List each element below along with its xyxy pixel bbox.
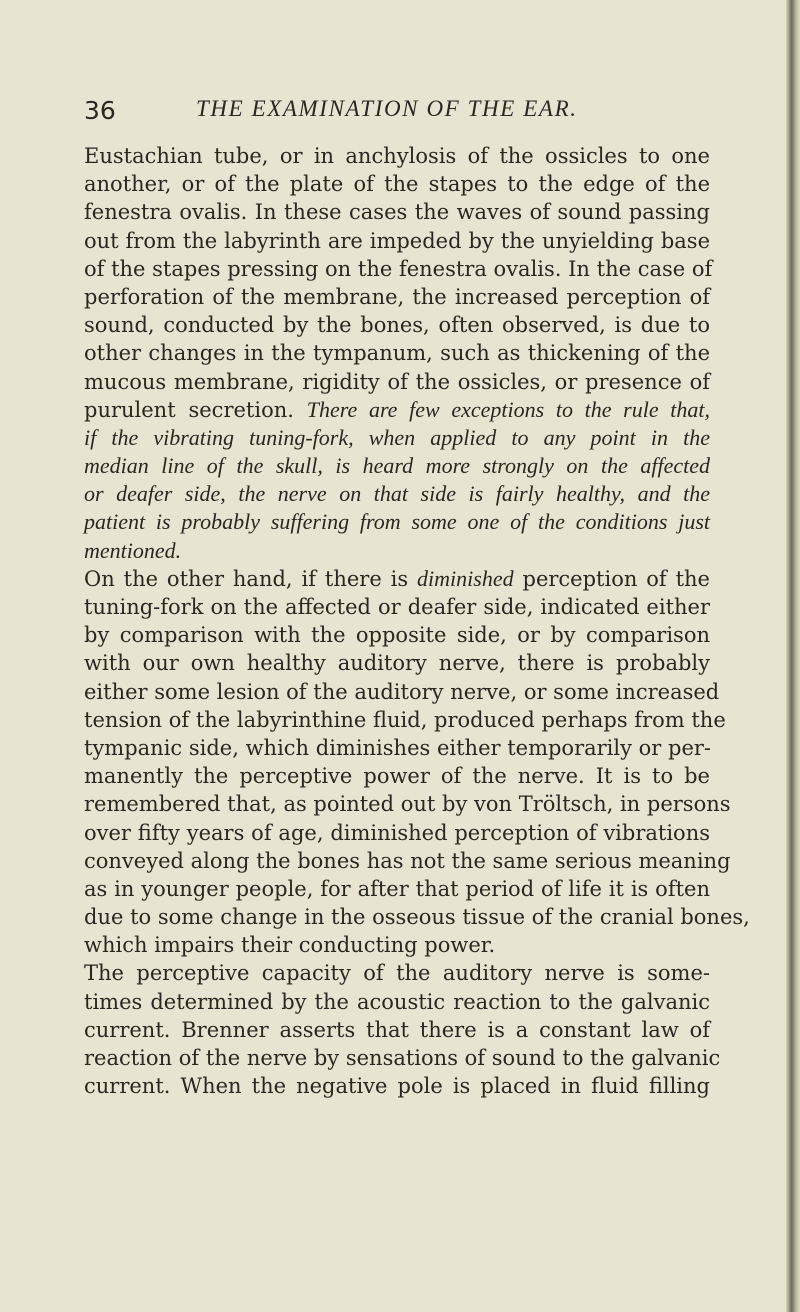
text-line: tuning-fork on the affected or deafer side, indicated either	[84, 595, 710, 619]
text-line: over fifty years of age, diminished perception of vibrations	[84, 820, 710, 845]
text-line: by comparison with the opposite side, or by comparison	[84, 623, 710, 648]
text-line: current. When the negative pole is placed in fluid filling	[84, 1074, 710, 1099]
text-line: as in younger people, for after that period of life it is often	[84, 876, 710, 901]
text-line: reaction of the nerve by sensations of sound to the galvanic	[84, 1046, 721, 1070]
italic-line: patient is probably suffering from some one of the conditions just	[84, 509, 710, 535]
text-line: current. Brenner asserts that there is a constant law of	[84, 1017, 710, 1042]
text-line: tension of the labyrinthine fluid, produced perhaps from the	[84, 707, 726, 732]
italic-line: or deafer side, the nerve on that side is fairly healthy, and the	[84, 481, 710, 507]
text-line: fenestra ovalis. In these cases the waves of sound passing	[84, 200, 710, 225]
running-title: THE EXAMINATION OF THE EAR.	[196, 96, 578, 121]
text-line: of the stapes pressing on the fenestra ovalis. In the case of	[84, 256, 713, 281]
text-line: Eustachian tube, or in anchylosis of the ossicles to one	[84, 144, 710, 168]
text-segment: perception of the	[513, 566, 710, 591]
text-line: with our own healthy auditory nerve, there is probably	[84, 651, 710, 676]
text-line: due to some change in the osseous tissue of the cranial bones,	[84, 905, 750, 930]
body-text	[84, 142, 750, 1100]
italic-line: mentioned.	[84, 537, 182, 563]
italic-line: median line of the skull, is heard more strongly on the affected	[84, 453, 710, 479]
italic-segment: diminished	[417, 565, 514, 591]
text-line: either some lesion of the auditory nerve, or some increased	[84, 679, 720, 704]
text-line	[84, 396, 710, 424]
text-line: out from the labyrinth are impeded by the unyielding base	[84, 228, 710, 253]
text-segment: purulent secretion.	[84, 397, 307, 422]
page-edge-shadow	[786, 0, 800, 1312]
text-line	[84, 565, 710, 593]
page-header	[84, 96, 704, 126]
text-line: The perceptive capacity of the auditory nerve is some-	[84, 961, 710, 986]
text-line: which impairs their conducting power.	[84, 933, 496, 958]
page-number: 36	[84, 96, 116, 125]
text-line: mucous membrane, rigidity of the ossicles, or presence of	[84, 369, 710, 394]
text-line: perforation of the membrane, the increased perception of	[84, 284, 710, 309]
text-line: remembered that, as pointed out by von Tröltsch, in persons	[84, 792, 731, 817]
text-line: another, or of the plate of the stapes to the edge of the	[84, 172, 710, 197]
text-line: tympanic side, which diminishes either temporarily or per-	[84, 735, 712, 760]
text-line: times determined by the acoustic reaction to the galvanic	[84, 989, 710, 1014]
italic-segment: There are few exceptions to the rule that,	[306, 396, 710, 422]
italic-line: if the vibrating tuning-fork, when applied to any point in the	[84, 424, 710, 450]
text-line: other changes in the tympanum, such as thickening of the	[84, 341, 710, 366]
text-segment: On the other hand, if there is	[84, 566, 418, 591]
text-line: conveyed along the bones has not the same serious meaning	[84, 848, 731, 873]
text-line: sound, conducted by the bones, often observed, is due to	[84, 313, 710, 338]
text-line: manently the perceptive power of the nerve. It is to be	[84, 764, 710, 789]
